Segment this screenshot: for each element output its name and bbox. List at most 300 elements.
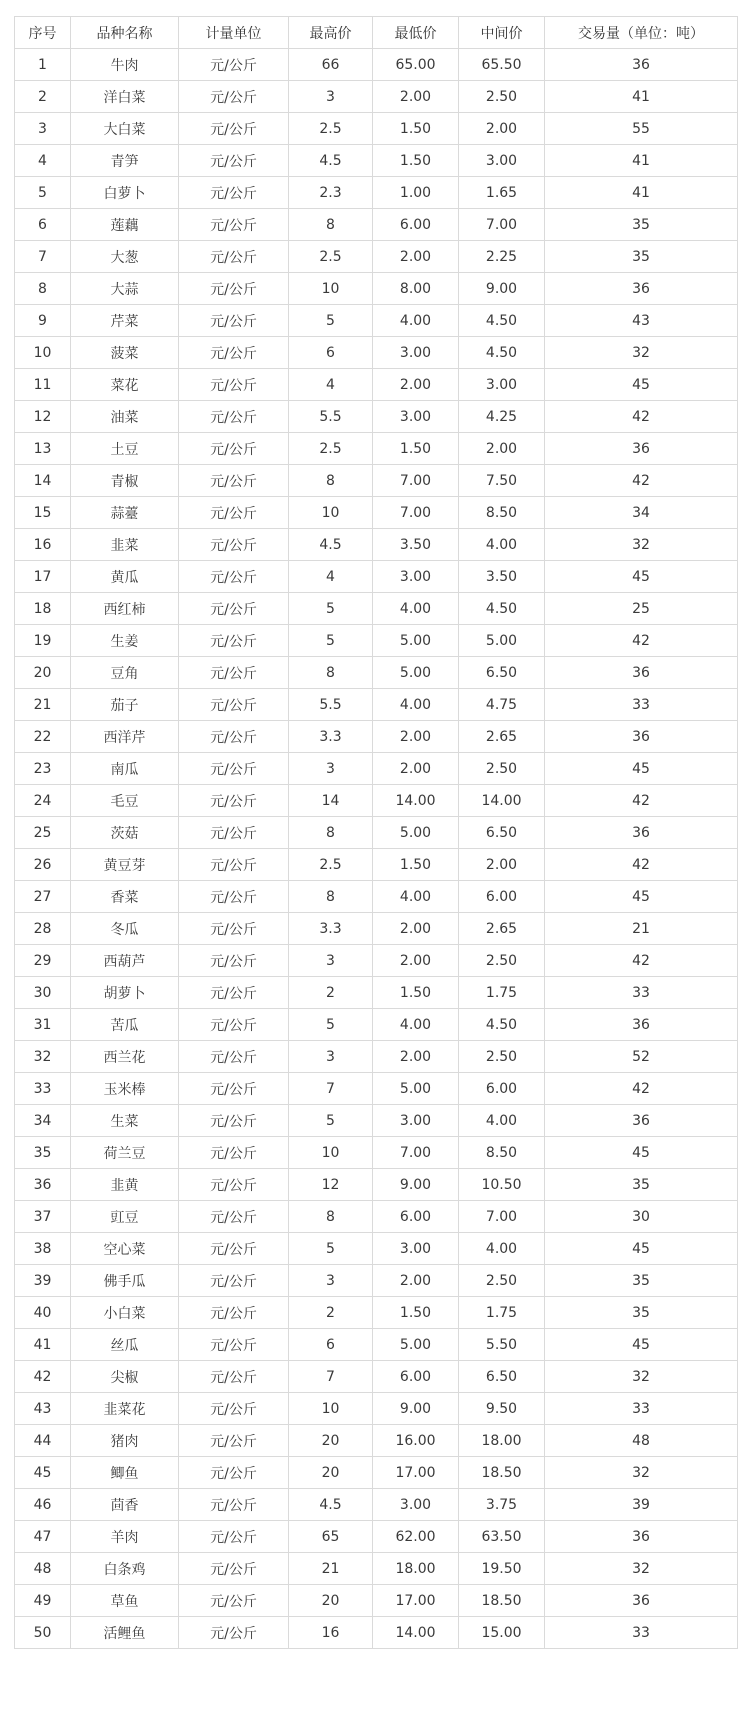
table-row [15,305,738,337]
cell-trade-volume: 45 [545,1137,738,1169]
cell-middle-price: 4.50 [459,337,545,369]
cell-index: 6 [15,209,71,241]
cell-trade-volume: 45 [545,561,738,593]
header-highest-price: 最高价 [289,17,373,49]
cell-highest-price: 2.5 [289,241,373,273]
cell-variety-name: 茴香 [71,1489,179,1521]
cell-index: 10 [15,337,71,369]
cell-lowest-price: 3.00 [373,337,459,369]
cell-lowest-price: 3.00 [373,1105,459,1137]
cell-unit: 元/公斤 [179,49,289,81]
cell-index: 9 [15,305,71,337]
table-row [15,1393,738,1425]
table-row [15,1457,738,1489]
cell-trade-volume: 36 [545,721,738,753]
cell-variety-name: 空心菜 [71,1233,179,1265]
cell-index: 21 [15,689,71,721]
cell-middle-price: 7.50 [459,465,545,497]
cell-variety-name: 洋白菜 [71,81,179,113]
table-row [15,497,738,529]
cell-unit: 元/公斤 [179,689,289,721]
cell-unit: 元/公斤 [179,721,289,753]
cell-trade-volume: 55 [545,113,738,145]
table-row [15,785,738,817]
cell-unit: 元/公斤 [179,1585,289,1617]
cell-highest-price: 65 [289,1521,373,1553]
cell-middle-price: 5.00 [459,625,545,657]
cell-trade-volume: 45 [545,369,738,401]
cell-lowest-price: 6.00 [373,209,459,241]
cell-lowest-price: 14.00 [373,785,459,817]
cell-variety-name: 茨菇 [71,817,179,849]
cell-variety-name: 黄豆芽 [71,849,179,881]
cell-highest-price: 5.5 [289,401,373,433]
table-body [15,49,738,1649]
cell-trade-volume: 48 [545,1425,738,1457]
table-row [15,913,738,945]
cell-unit: 元/公斤 [179,1553,289,1585]
cell-index: 34 [15,1105,71,1137]
cell-index: 15 [15,497,71,529]
cell-highest-price: 2 [289,977,373,1009]
cell-middle-price: 18.50 [459,1457,545,1489]
cell-highest-price: 3 [289,81,373,113]
cell-trade-volume: 36 [545,1009,738,1041]
cell-index: 18 [15,593,71,625]
cell-highest-price: 7 [289,1361,373,1393]
table-row [15,1617,738,1649]
cell-highest-price: 8 [289,465,373,497]
cell-middle-price: 8.50 [459,1137,545,1169]
table-row [15,401,738,433]
cell-index: 25 [15,817,71,849]
cell-lowest-price: 8.00 [373,273,459,305]
cell-unit: 元/公斤 [179,177,289,209]
cell-trade-volume: 32 [545,337,738,369]
cell-trade-volume: 42 [545,625,738,657]
cell-highest-price: 4 [289,369,373,401]
cell-index: 7 [15,241,71,273]
cell-variety-name: 土豆 [71,433,179,465]
cell-highest-price: 8 [289,881,373,913]
cell-index: 5 [15,177,71,209]
table-row [15,561,738,593]
cell-trade-volume: 36 [545,657,738,689]
cell-trade-volume: 35 [545,1169,738,1201]
cell-lowest-price: 3.00 [373,1489,459,1521]
cell-index: 33 [15,1073,71,1105]
cell-lowest-price: 9.00 [373,1393,459,1425]
table-row [15,625,738,657]
table-row [15,465,738,497]
cell-trade-volume: 42 [545,945,738,977]
table-row [15,529,738,561]
cell-trade-volume: 45 [545,1233,738,1265]
cell-trade-volume: 30 [545,1201,738,1233]
cell-variety-name: 韭菜花 [71,1393,179,1425]
cell-unit: 元/公斤 [179,753,289,785]
table-row [15,593,738,625]
cell-unit: 元/公斤 [179,945,289,977]
cell-middle-price: 3.50 [459,561,545,593]
cell-trade-volume: 35 [545,209,738,241]
cell-trade-volume: 42 [545,465,738,497]
cell-trade-volume: 32 [545,1553,738,1585]
header-index: 序号 [15,17,71,49]
table-row [15,721,738,753]
cell-variety-name: 白萝卜 [71,177,179,209]
cell-lowest-price: 16.00 [373,1425,459,1457]
cell-trade-volume: 42 [545,1073,738,1105]
cell-middle-price: 2.50 [459,1041,545,1073]
cell-middle-price: 6.50 [459,657,545,689]
cell-middle-price: 6.50 [459,1361,545,1393]
cell-middle-price: 3.75 [459,1489,545,1521]
cell-middle-price: 1.75 [459,977,545,1009]
cell-variety-name: 油菜 [71,401,179,433]
cell-unit: 元/公斤 [179,1297,289,1329]
cell-unit: 元/公斤 [179,913,289,945]
cell-variety-name: 荷兰豆 [71,1137,179,1169]
cell-index: 13 [15,433,71,465]
cell-middle-price: 2.00 [459,433,545,465]
table-row [15,241,738,273]
cell-trade-volume: 36 [545,49,738,81]
cell-trade-volume: 36 [545,1585,738,1617]
table-header [15,17,738,49]
cell-lowest-price: 5.00 [373,1073,459,1105]
cell-variety-name: 苦瓜 [71,1009,179,1041]
cell-trade-volume: 41 [545,177,738,209]
cell-highest-price: 5 [289,1105,373,1137]
table-row [15,1329,738,1361]
cell-lowest-price: 1.50 [373,145,459,177]
cell-highest-price: 14 [289,785,373,817]
cell-lowest-price: 2.00 [373,81,459,113]
table-row [15,1425,738,1457]
cell-variety-name: 大白菜 [71,113,179,145]
cell-middle-price: 2.50 [459,81,545,113]
cell-lowest-price: 6.00 [373,1201,459,1233]
cell-index: 23 [15,753,71,785]
table-row [15,881,738,913]
cell-middle-price: 4.75 [459,689,545,721]
cell-lowest-price: 2.00 [373,241,459,273]
cell-variety-name: 豇豆 [71,1201,179,1233]
cell-variety-name: 羊肉 [71,1521,179,1553]
cell-variety-name: 蒜薹 [71,497,179,529]
cell-highest-price: 5 [289,625,373,657]
cell-highest-price: 6 [289,1329,373,1361]
cell-index: 38 [15,1233,71,1265]
cell-highest-price: 20 [289,1425,373,1457]
cell-unit: 元/公斤 [179,1201,289,1233]
cell-highest-price: 8 [289,209,373,241]
cell-lowest-price: 1.50 [373,1297,459,1329]
cell-lowest-price: 5.00 [373,625,459,657]
cell-middle-price: 2.65 [459,913,545,945]
cell-index: 16 [15,529,71,561]
table-row [15,1009,738,1041]
cell-variety-name: 鲫鱼 [71,1457,179,1489]
header-row [15,17,738,49]
cell-middle-price: 2.50 [459,945,545,977]
cell-trade-volume: 25 [545,593,738,625]
cell-unit: 元/公斤 [179,1425,289,1457]
table-row [15,657,738,689]
cell-middle-price: 2.50 [459,753,545,785]
cell-lowest-price: 9.00 [373,1169,459,1201]
cell-lowest-price: 17.00 [373,1457,459,1489]
cell-middle-price: 1.75 [459,1297,545,1329]
cell-lowest-price: 1.50 [373,849,459,881]
table-row [15,1361,738,1393]
cell-highest-price: 3 [289,753,373,785]
cell-highest-price: 5 [289,1009,373,1041]
cell-index: 1 [15,49,71,81]
cell-highest-price: 2.5 [289,113,373,145]
cell-variety-name: 佛手瓜 [71,1265,179,1297]
cell-highest-price: 2.5 [289,433,373,465]
cell-middle-price: 4.50 [459,593,545,625]
table-row [15,817,738,849]
cell-trade-volume: 41 [545,145,738,177]
cell-variety-name: 玉米棒 [71,1073,179,1105]
table-row [15,113,738,145]
cell-unit: 元/公斤 [179,305,289,337]
cell-middle-price: 4.00 [459,529,545,561]
cell-unit: 元/公斤 [179,529,289,561]
cell-index: 17 [15,561,71,593]
cell-trade-volume: 36 [545,1521,738,1553]
cell-middle-price: 4.00 [459,1233,545,1265]
table-row [15,1297,738,1329]
cell-index: 3 [15,113,71,145]
cell-lowest-price: 2.00 [373,369,459,401]
cell-unit: 元/公斤 [179,369,289,401]
cell-lowest-price: 6.00 [373,1361,459,1393]
cell-trade-volume: 35 [545,1265,738,1297]
cell-middle-price: 4.50 [459,1009,545,1041]
cell-variety-name: 芹菜 [71,305,179,337]
cell-trade-volume: 33 [545,689,738,721]
cell-highest-price: 8 [289,1201,373,1233]
cell-unit: 元/公斤 [179,1329,289,1361]
cell-unit: 元/公斤 [179,1169,289,1201]
cell-index: 28 [15,913,71,945]
cell-lowest-price: 1.00 [373,177,459,209]
cell-trade-volume: 36 [545,817,738,849]
table-row [15,1265,738,1297]
cell-highest-price: 16 [289,1617,373,1649]
cell-lowest-price: 2.00 [373,913,459,945]
cell-lowest-price: 14.00 [373,1617,459,1649]
cell-highest-price: 2.3 [289,177,373,209]
cell-trade-volume: 32 [545,1457,738,1489]
table-row [15,753,738,785]
cell-index: 49 [15,1585,71,1617]
cell-highest-price: 3.3 [289,913,373,945]
cell-middle-price: 6.50 [459,817,545,849]
cell-unit: 元/公斤 [179,113,289,145]
table-row [15,337,738,369]
cell-highest-price: 4.5 [289,1489,373,1521]
cell-middle-price: 65.50 [459,49,545,81]
cell-unit: 元/公斤 [179,1265,289,1297]
cell-index: 41 [15,1329,71,1361]
cell-middle-price: 4.00 [459,1105,545,1137]
cell-highest-price: 5 [289,593,373,625]
cell-index: 24 [15,785,71,817]
table-row [15,81,738,113]
cell-variety-name: 生菜 [71,1105,179,1137]
cell-highest-price: 3.3 [289,721,373,753]
cell-trade-volume: 36 [545,433,738,465]
cell-trade-volume: 45 [545,753,738,785]
cell-trade-volume: 42 [545,785,738,817]
cell-unit: 元/公斤 [179,1233,289,1265]
cell-highest-price: 10 [289,497,373,529]
cell-lowest-price: 7.00 [373,1137,459,1169]
cell-highest-price: 3 [289,945,373,977]
cell-middle-price: 8.50 [459,497,545,529]
cell-lowest-price: 5.00 [373,657,459,689]
cell-unit: 元/公斤 [179,1489,289,1521]
cell-index: 40 [15,1297,71,1329]
cell-trade-volume: 33 [545,1617,738,1649]
cell-middle-price: 10.50 [459,1169,545,1201]
cell-highest-price: 20 [289,1585,373,1617]
cell-variety-name: 小白菜 [71,1297,179,1329]
header-unit: 计量单位 [179,17,289,49]
cell-highest-price: 21 [289,1553,373,1585]
cell-middle-price: 3.00 [459,145,545,177]
cell-trade-volume: 36 [545,1105,738,1137]
cell-middle-price: 7.00 [459,1201,545,1233]
cell-lowest-price: 5.00 [373,1329,459,1361]
cell-trade-volume: 32 [545,1361,738,1393]
cell-middle-price: 14.00 [459,785,545,817]
cell-index: 45 [15,1457,71,1489]
cell-index: 8 [15,273,71,305]
cell-variety-name: 青椒 [71,465,179,497]
cell-highest-price: 5.5 [289,689,373,721]
cell-lowest-price: 5.00 [373,817,459,849]
cell-middle-price: 18.00 [459,1425,545,1457]
cell-unit: 元/公斤 [179,593,289,625]
table-row [15,1233,738,1265]
cell-highest-price: 3 [289,1265,373,1297]
cell-variety-name: 草鱼 [71,1585,179,1617]
cell-unit: 元/公斤 [179,1521,289,1553]
cell-unit: 元/公斤 [179,785,289,817]
cell-middle-price: 2.25 [459,241,545,273]
cell-variety-name: 韭菜 [71,529,179,561]
table-row [15,1073,738,1105]
cell-index: 26 [15,849,71,881]
cell-lowest-price: 7.00 [373,465,459,497]
cell-variety-name: 茄子 [71,689,179,721]
cell-lowest-price: 4.00 [373,593,459,625]
cell-middle-price: 63.50 [459,1521,545,1553]
cell-trade-volume: 39 [545,1489,738,1521]
cell-lowest-price: 62.00 [373,1521,459,1553]
cell-variety-name: 豆角 [71,657,179,689]
cell-lowest-price: 65.00 [373,49,459,81]
cell-middle-price: 6.00 [459,881,545,913]
cell-unit: 元/公斤 [179,1617,289,1649]
cell-unit: 元/公斤 [179,273,289,305]
cell-trade-volume: 45 [545,881,738,913]
cell-middle-price: 18.50 [459,1585,545,1617]
cell-unit: 元/公斤 [179,465,289,497]
cell-lowest-price: 2.00 [373,1265,459,1297]
table-row [15,1489,738,1521]
cell-variety-name: 生姜 [71,625,179,657]
cell-highest-price: 3 [289,1041,373,1073]
cell-index: 48 [15,1553,71,1585]
cell-variety-name: 莲藕 [71,209,179,241]
cell-highest-price: 20 [289,1457,373,1489]
cell-unit: 元/公斤 [179,1009,289,1041]
cell-variety-name: 活鲤鱼 [71,1617,179,1649]
cell-trade-volume: 52 [545,1041,738,1073]
cell-highest-price: 8 [289,657,373,689]
cell-variety-name: 西红柿 [71,593,179,625]
cell-lowest-price: 2.00 [373,721,459,753]
cell-lowest-price: 1.50 [373,977,459,1009]
cell-middle-price: 2.50 [459,1265,545,1297]
cell-middle-price: 2.65 [459,721,545,753]
cell-unit: 元/公斤 [179,817,289,849]
cell-middle-price: 9.00 [459,273,545,305]
cell-lowest-price: 2.00 [373,753,459,785]
cell-trade-volume: 36 [545,273,738,305]
cell-unit: 元/公斤 [179,401,289,433]
cell-index: 11 [15,369,71,401]
cell-index: 42 [15,1361,71,1393]
cell-unit: 元/公斤 [179,241,289,273]
cell-lowest-price: 4.00 [373,881,459,913]
price-table [14,16,738,1649]
cell-variety-name: 大蒜 [71,273,179,305]
cell-highest-price: 4.5 [289,529,373,561]
cell-highest-price: 8 [289,817,373,849]
cell-middle-price: 7.00 [459,209,545,241]
cell-variety-name: 大葱 [71,241,179,273]
cell-middle-price: 9.50 [459,1393,545,1425]
cell-trade-volume: 33 [545,1393,738,1425]
cell-lowest-price: 2.00 [373,1041,459,1073]
cell-highest-price: 10 [289,1393,373,1425]
cell-index: 4 [15,145,71,177]
table-row [15,273,738,305]
cell-variety-name: 韭黄 [71,1169,179,1201]
table-row [15,945,738,977]
cell-middle-price: 3.00 [459,369,545,401]
table-row [15,145,738,177]
cell-highest-price: 66 [289,49,373,81]
cell-trade-volume: 45 [545,1329,738,1361]
cell-index: 14 [15,465,71,497]
cell-index: 22 [15,721,71,753]
cell-unit: 元/公斤 [179,657,289,689]
cell-variety-name: 西兰花 [71,1041,179,1073]
cell-unit: 元/公斤 [179,433,289,465]
cell-unit: 元/公斤 [179,1073,289,1105]
cell-trade-volume: 42 [545,849,738,881]
cell-variety-name: 猪肉 [71,1425,179,1457]
